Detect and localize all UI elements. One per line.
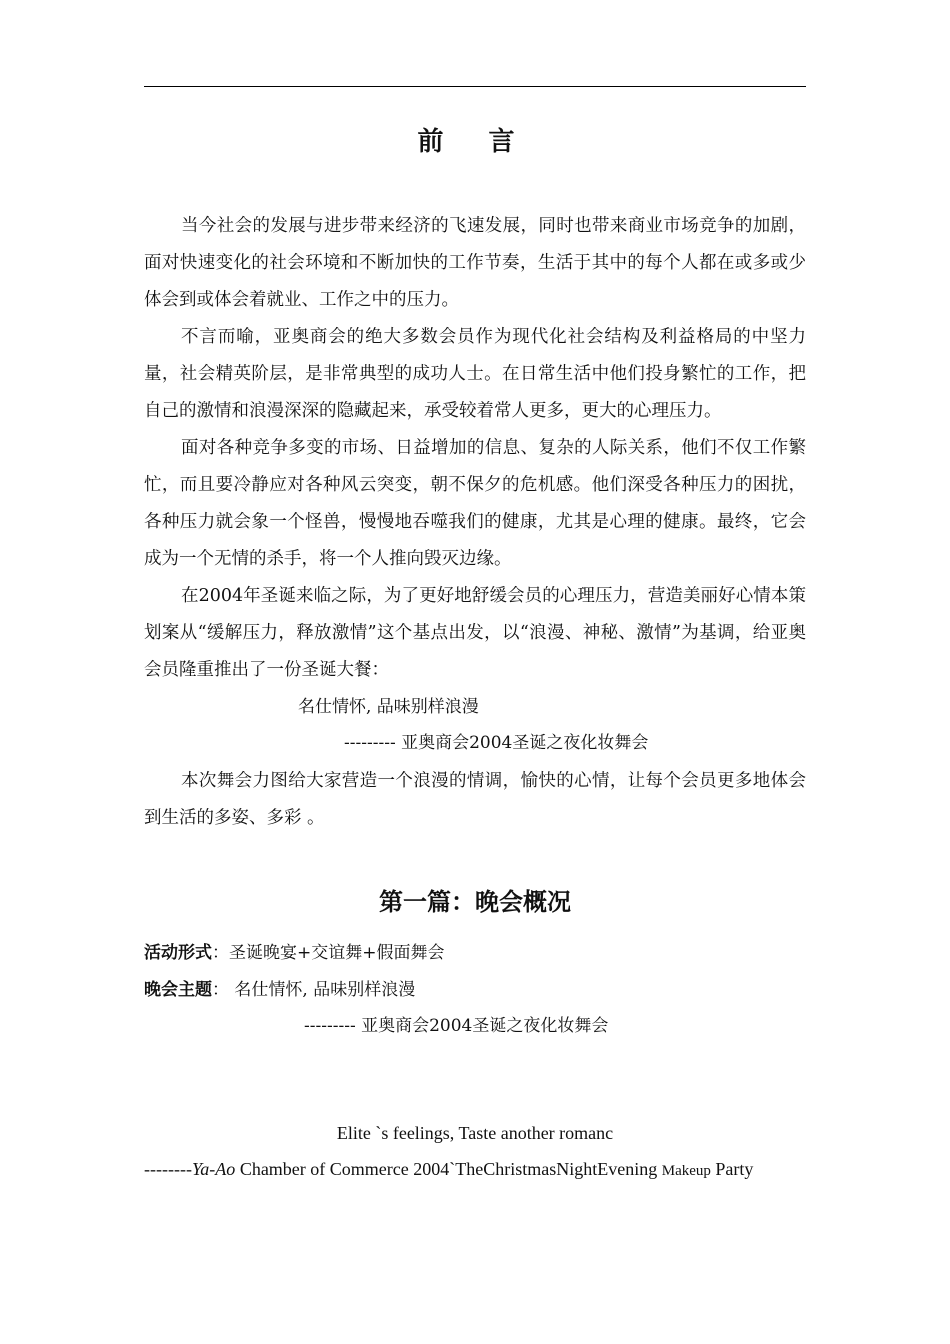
header-rule [144,86,806,87]
preface-body [144,208,806,689]
english-event-small: Makeup [661,1163,711,1179]
party-theme-field [144,977,415,1003]
preface-paragraph: 在2004年圣诞来临之际，为了更好地舒缓会员的心理压力，营造美丽好心情本策划案从“缓解压力，释放激情”这个基点出发，以“浪漫、神秘、激情”为基调，给亚奥会员隆重推出了一份圣诞大餐： [144,586,806,680]
english-event-main: Chamber of Commerce 2004`TheChristmasNightEvening [235,1159,662,1179]
english-event-name [144,1156,753,1184]
preface-title: 前 言 [417,127,533,157]
party-theme-subline: --------- 亚奥商会2004圣诞之夜化妆舞会 [304,1016,609,1036]
party-theme-value: ： 名仕情怀, 品味别样浪漫 [212,980,416,1000]
party-theme-label: 晚会主题 [144,980,212,1000]
slogan-subline: --------- 亚奥商会2004圣诞之夜化妆舞会 [344,733,649,753]
preface-paragraph: 不言而喻，亚奥商会的绝大多数会员作为现代化社会结构及利益格局的中坚力量，社会精英阶层，是非常典型的成功人士。在日常生活中他们投身繁忙的工作，把自己的激情和浪漫深深的隐藏起来，承受较着常人更多，更大的心理压力。 [144,327,806,421]
slogan-line: 名仕情怀, 品味别样浪漫 [298,697,479,717]
activity-form-field [144,940,445,966]
english-event-end: Party [710,1159,754,1179]
activity-form-value: ：圣诞晚宴+交谊舞+假面舞会 [212,943,445,963]
preface-paragraph: 面对各种竞争多变的市场、日益增加的信息、复杂的人际关系，他们不仅工作繁忙，而且要冷静应对各种风云突变，朝不保夕的危机感。他们深受各种压力的困扰，各种压力就会象一个怪兽，慢慢地吞噬我们的健康，尤其是心理的健康。最终，它会成为一个无情的杀手，将一个人推向毁灭边缘。 [144,438,806,569]
english-dashes: -------- [144,1159,192,1179]
activity-form-label: 活动形式 [144,943,212,963]
preface-closing-paragraph: 本次舞会力图给大家营造一个浪漫的情调，愉快的心情，让每个会员更多地体会到生活的多姿、多彩 。 [144,771,806,828]
section-title: 第一篇：晚会概况 [379,887,571,916]
preface-paragraph: 当今社会的发展与进步带来经济的飞速发展，同时也带来商业市场竞争的加剧，面对快速变化的社会环境和不断加快的工作节奏，生活于其中的每个人都在或多或少体会到或体会着就业、工作之中的压力。 [144,216,806,310]
english-org-name: Ya-Ao [191,1159,236,1179]
english-slogan: Elite `s feelings, Taste another romanc [336,1123,614,1143]
